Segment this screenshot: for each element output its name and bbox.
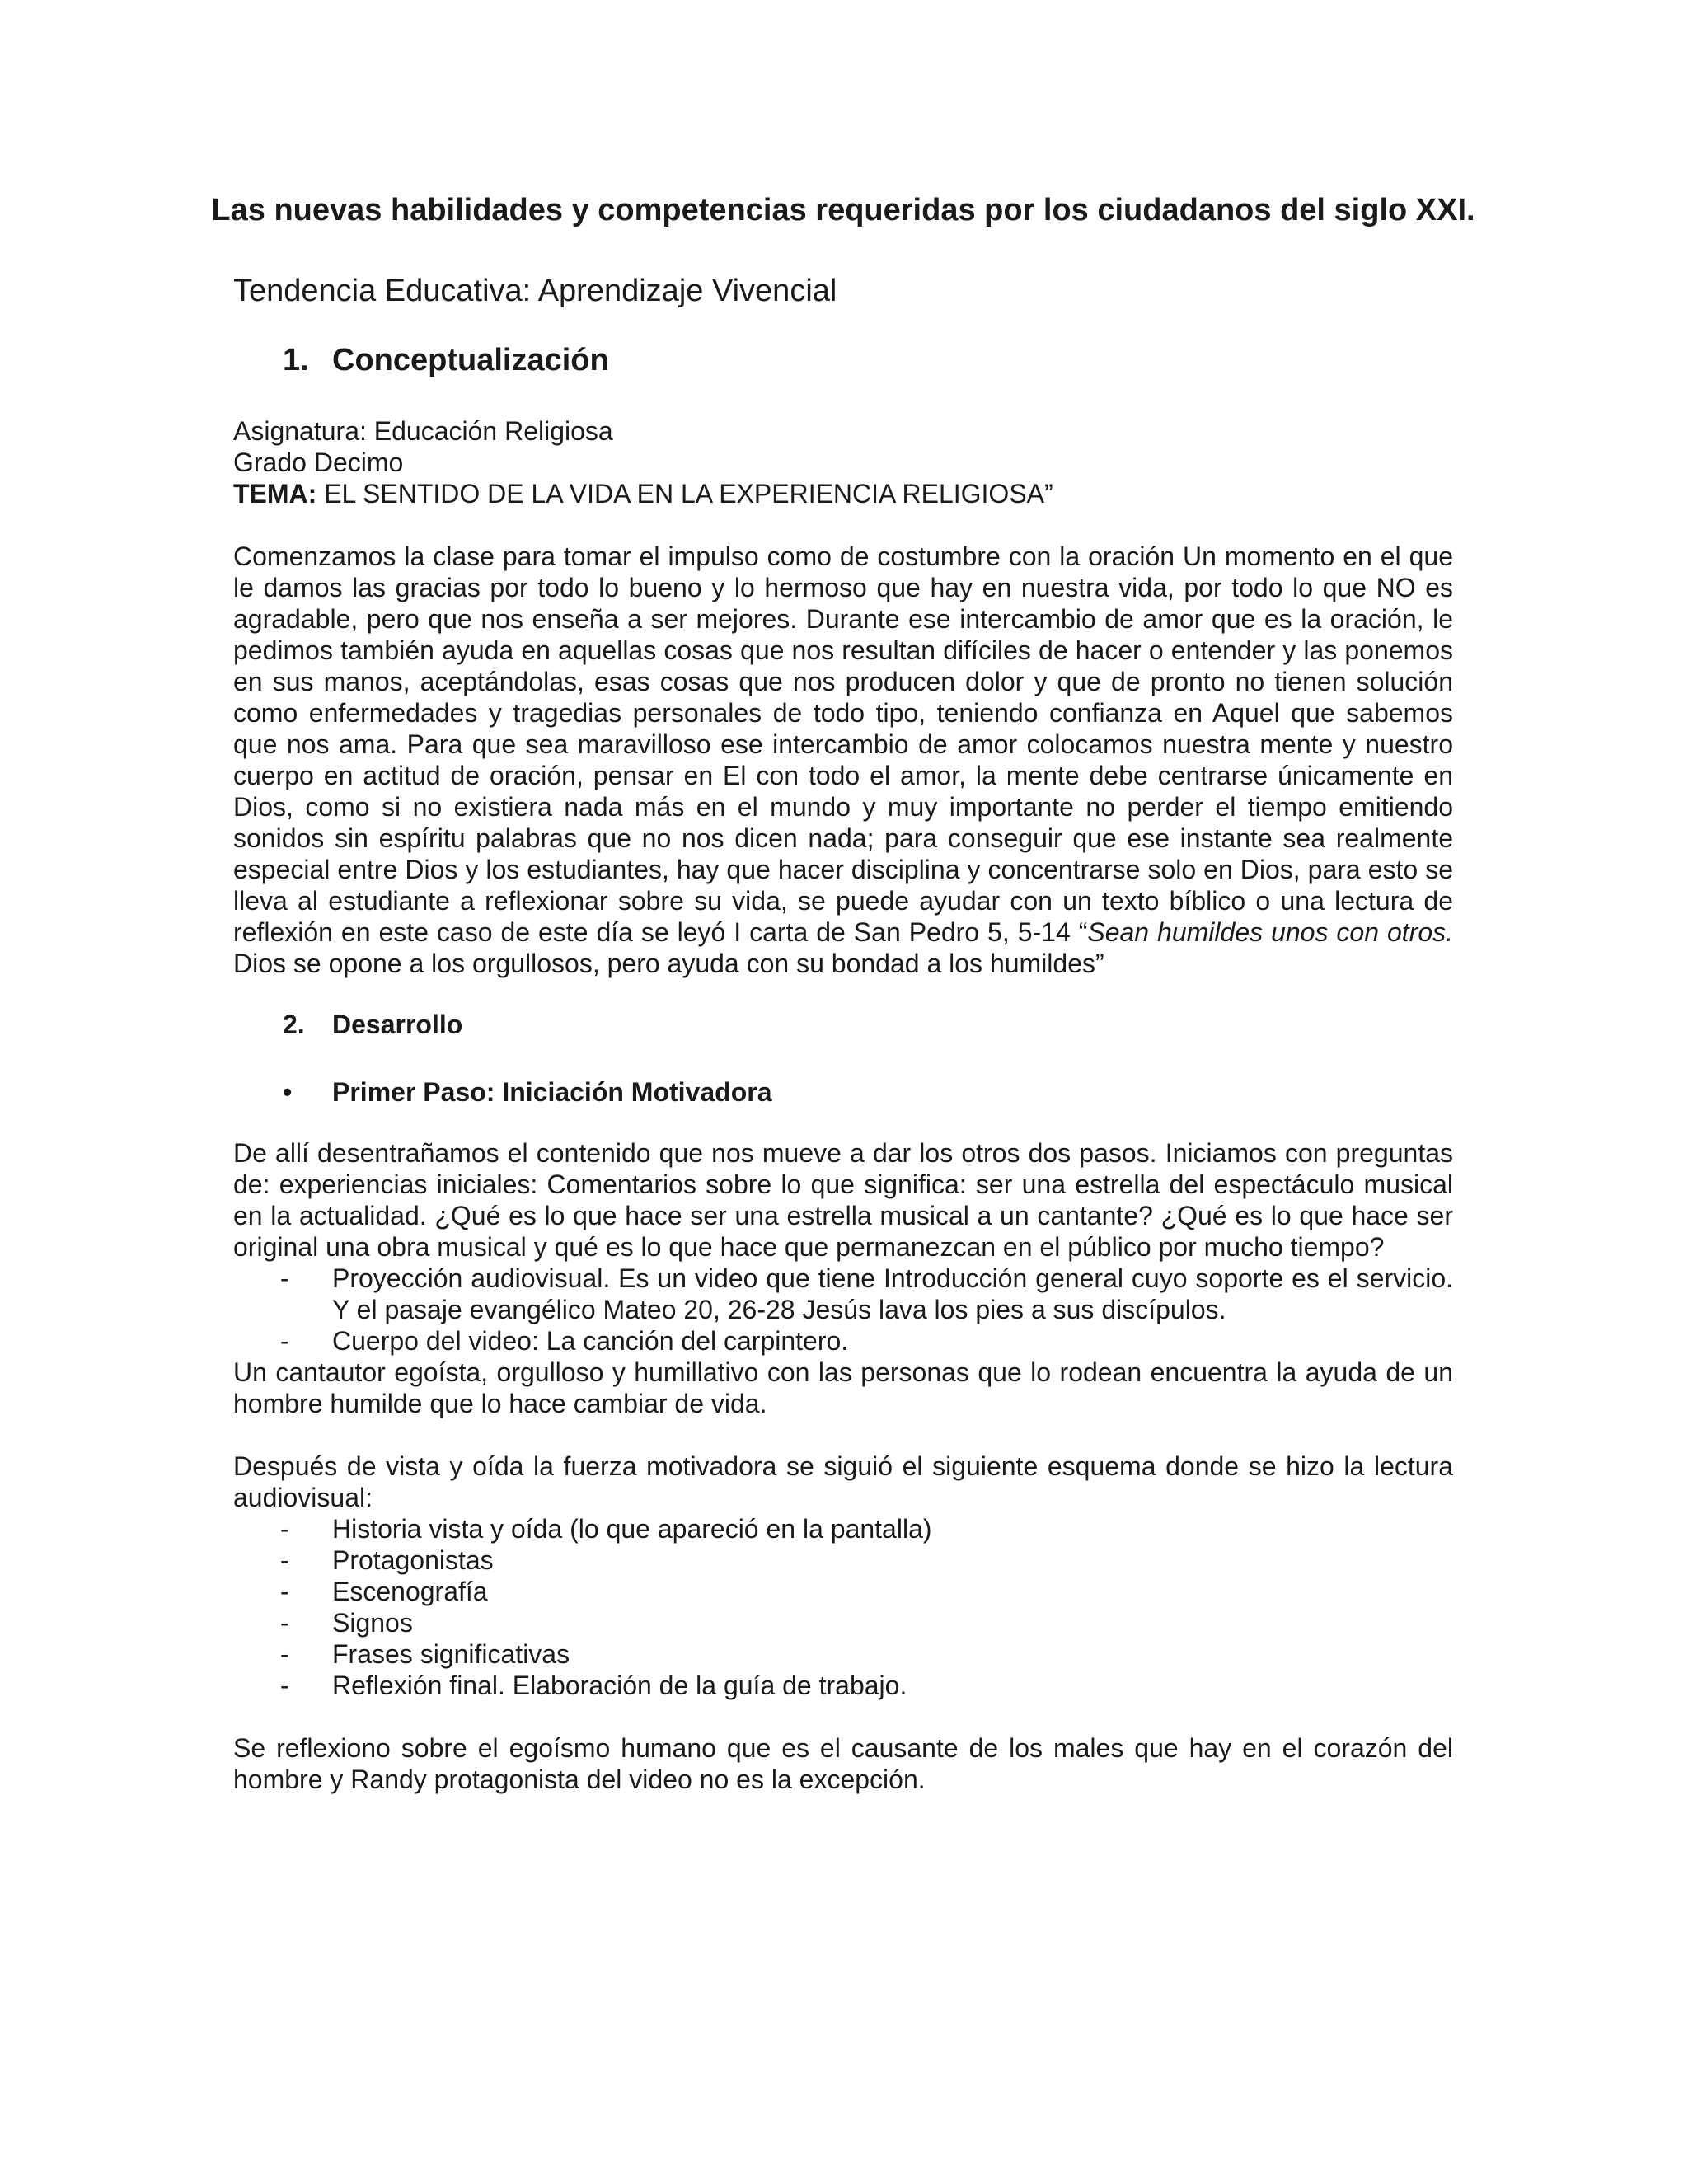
- topic-value: EL SENTIDO DE LA VIDA EN LA EXPERIENCIA RELIGIOSA”: [316, 479, 1053, 509]
- paragraph-oracion-text: Comenzamos la clase para tomar el impulso como de costumbre con la oración Un momento en el que le damos las gracias por todo lo bueno y lo hermoso que hay en nuestra vida, por todo lo que NO es agradable, pero que nos enseña a ser mejores. Durante ese intercambio de amor que es la oración, le pedimos también ayuda en aquellas cosas que nos resultan difíciles de hacer o entender y las ponemos en sus manos, aceptándolas, esas cosas que nos producen dolor y que de pronto no tienen solución como enfermedades y tragedias personales de todo tipo, teniendo confianza en Aquel que sabemos que nos ama. Para que sea maravilloso ese intercambio de amor colocamos nuestra mente y nuestro cuerpo en actitud de oración, pensar en El con todo el amor, la mente debe centrarse únicamente en Dios, como si no existiera nada más en el mundo y muy importante no perder el tiempo emitiendo sonidos sin espíritu palabras que no nos dicen nada; para conseguir que ese instante sea realmente especial entre Dios y los estudiantes, hay que hacer disciplina y concentrarse solo en Dios, para esto se lleva al estudiante a reflexionar sobre su vida, se puede ayudar con un texto bíblico o una lectura de reflexión en este caso de este día se leyó I carta de San Pedro 5, 5-14 “: [233, 541, 1453, 947]
- dash-marker: -: [280, 1608, 289, 1638]
- list-item: [233, 1325, 1453, 1357]
- list-item-text: Escenografía: [332, 1577, 488, 1606]
- list-item: [233, 1263, 1453, 1325]
- bible-quote: Sean humildes unos con otros.: [1087, 917, 1454, 947]
- section-heading-conceptualizacion: [233, 341, 1453, 379]
- list-item-text: Historia vista y oída (lo que apareció en la pantalla): [332, 1514, 932, 1544]
- section-number: 2.: [283, 1010, 305, 1039]
- list-item-text: Frases significativas: [332, 1639, 570, 1669]
- dash-marker: -: [280, 1671, 289, 1700]
- list-item-text: Protagonistas: [332, 1545, 494, 1575]
- paragraph-esquema: Después de vista y oída la fuerza motivadora se siguió el siguiente esquema donde se hizo la lectura audiovisual:: [233, 1451, 1453, 1512]
- paragraph-oracion-end: Dios se opone a los orgullosos, pero ayuda con su bondad a los humildes”: [233, 949, 1104, 978]
- section-heading-desarrollo: [233, 1009, 1453, 1040]
- list-item: [233, 1513, 1453, 1544]
- topic-label: TEMA:: [233, 479, 317, 509]
- paragraph-cantautor: Un cantautor egoísta, orgulloso y humillativo con las personas que lo rodean encuentra la ayuda de un hombre humilde que lo hace cambiar de vida.: [233, 1357, 1453, 1418]
- dash-marker: -: [280, 1326, 289, 1356]
- dash-marker: -: [280, 1545, 289, 1575]
- grade-line: Grado Decimo: [233, 448, 404, 477]
- subject-line: Asignatura: Educación Religiosa: [233, 416, 613, 446]
- dash-marker: -: [280, 1639, 289, 1669]
- list-item-text: Cuerpo del video: La canción del carpintero.: [332, 1326, 849, 1356]
- section-label: Desarrollo: [332, 1010, 463, 1039]
- list-item: [233, 1638, 1453, 1670]
- list-item: [233, 1670, 1453, 1701]
- bullet-icon: •: [283, 1077, 293, 1107]
- list-item: [233, 1576, 1453, 1607]
- list-item: [233, 1607, 1453, 1638]
- list-item: [233, 1544, 1453, 1576]
- document-title: Las nuevas habilidades y competencias requeridas por los ciudadanos del siglo XXI.: [211, 193, 1475, 227]
- video-list: [233, 1263, 1453, 1357]
- list-item-text: Proyección audiovisual. Es un video que tiene Introducción general cuyo soporte es el servicio. Y el pasaje evangélico Mateo 20, 26-28 Jesús lava los pies a sus discípulos.: [332, 1263, 1453, 1324]
- list-item-text: Reflexión final. Elaboración de la guía de trabajo.: [332, 1671, 907, 1700]
- section-label: Conceptualización: [332, 343, 609, 377]
- section-number: 1.: [283, 343, 309, 377]
- paragraph-preguntas: De allí desentrañamos el contenido que nos mueve a dar los otros dos pasos. Iniciamos con preguntas de: experiencias iniciales: Comentarios sobre lo que significa: ser una estrella del espectáculo musical en la actualidad. ¿Qué es lo que hace ser una estrella musical a un cantante? ¿Qué es lo que hace ser original una obra musical y qué es lo que hace que permanezcan en el público por mucho tiempo?: [233, 1138, 1453, 1262]
- document-body: [211, 188, 1475, 1795]
- lectura-list: [233, 1513, 1453, 1701]
- step-heading-primer-paso: [233, 1076, 1453, 1108]
- dash-marker: -: [280, 1263, 289, 1293]
- step-label: Primer Paso: Iniciación Motivadora: [332, 1077, 772, 1107]
- trend-heading: Tendencia Educativa: Aprendizaje Vivencial: [233, 274, 837, 308]
- class-metadata: [233, 415, 1453, 509]
- paragraph-reflexion: Se reflexiono sobre el egoísmo humano que es el causante de los males que hay en el corazón del hombre y Randy protagonista del video no es la excepción.: [233, 1733, 1453, 1794]
- paragraph-oracion: [233, 541, 1453, 979]
- list-item-text: Signos: [332, 1608, 413, 1638]
- dash-marker: -: [280, 1514, 289, 1544]
- topic-line: [233, 478, 1453, 509]
- dash-marker: -: [280, 1577, 289, 1606]
